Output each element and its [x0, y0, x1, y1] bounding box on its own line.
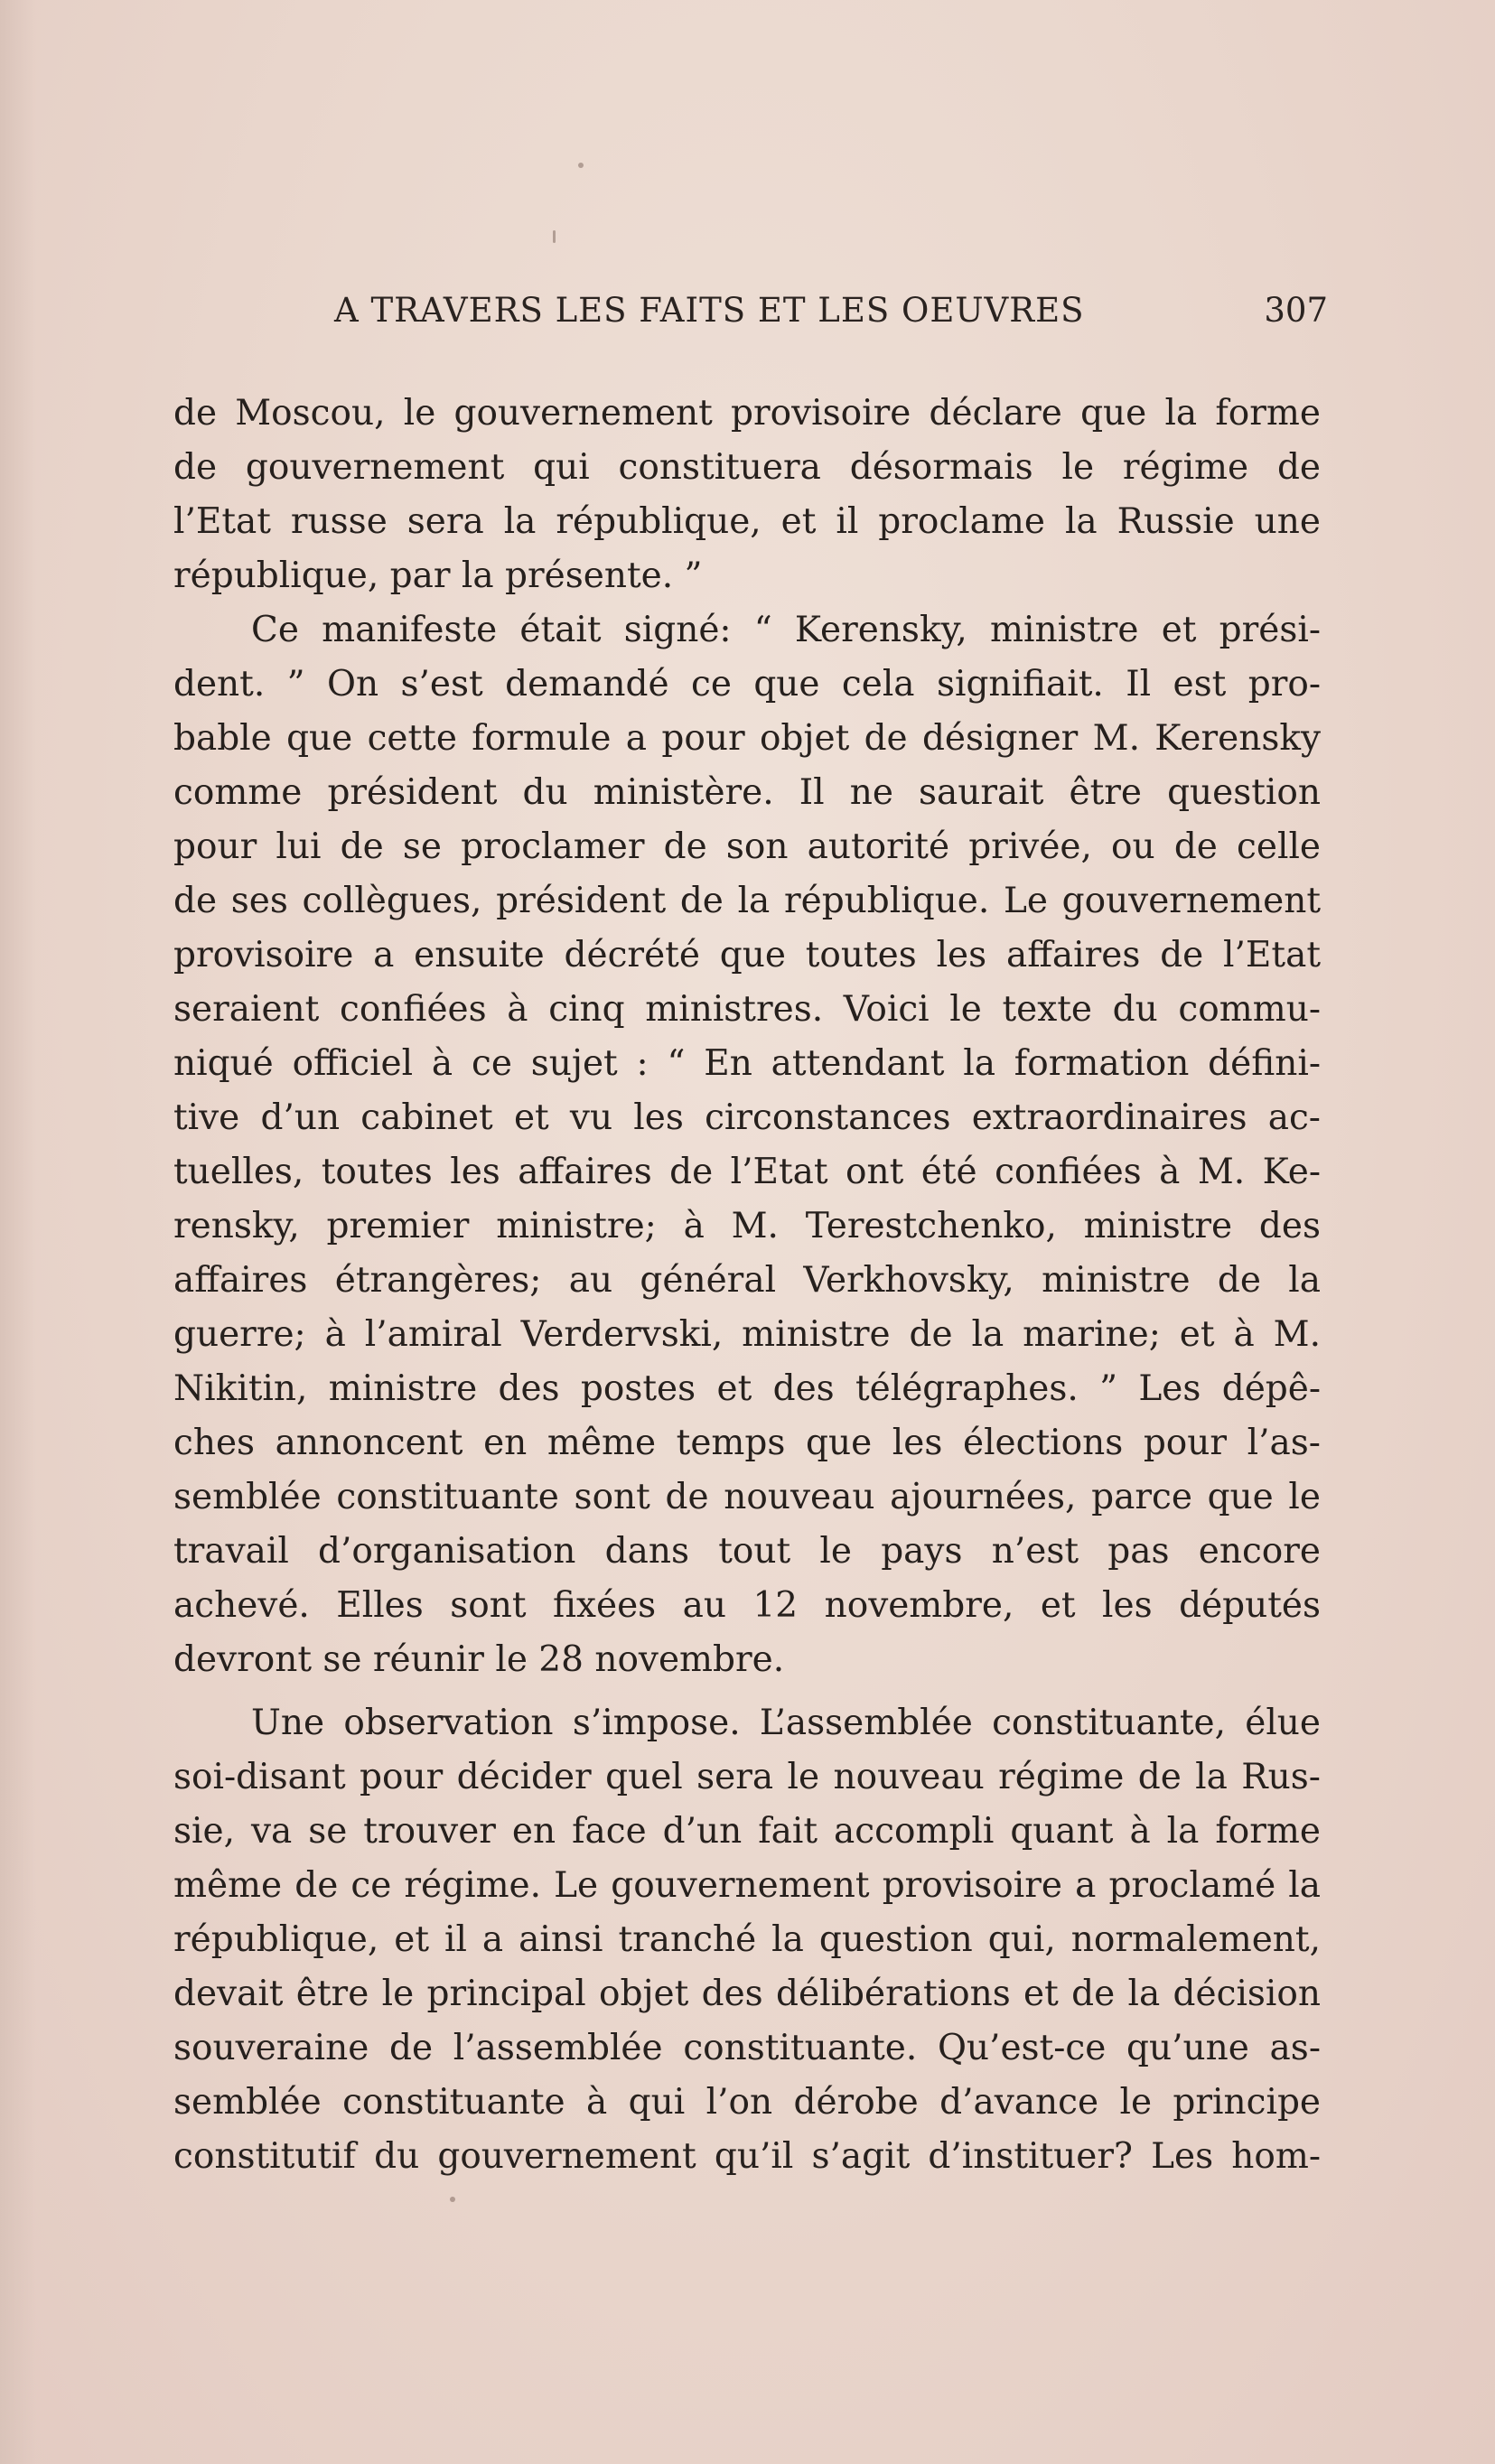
text-line: comme président du ministère. Il ne saurait être question	[173, 772, 1321, 813]
text-line: dent. ” On s’est demandé ce que cela signifiait. Il est pro-	[173, 664, 1321, 705]
text-line: provisoire a ensuite décrété que toutes les affaires de l’Etat	[173, 935, 1321, 975]
paper-speck	[553, 230, 556, 243]
text-line: semblée constituante à qui l’on dérobe d’avance le principe	[173, 2082, 1321, 2123]
text-line: semblée constituante sont de nouveau ajournées, parce que le	[173, 1477, 1321, 1517]
text-line: de Moscou, le gouvernement provisoire déclare que la forme	[173, 393, 1321, 434]
text-line: république, par la présente. ”	[173, 555, 703, 596]
text-line: sie, va se trouver en face d’un fait accompli quant à la forme	[173, 1811, 1321, 1852]
text-line: de gouvernement qui constituera désormais le régime de	[173, 447, 1321, 488]
text-line: guerre; à l’amiral Verdervski, ministre de la marine; et à M.	[173, 1314, 1321, 1355]
page-edge-shadow	[0, 0, 36, 2464]
text-line: affaires étrangères; au général Verkhovsky, ministre de la	[173, 1260, 1321, 1301]
text-line: devait être le principal objet des délibérations et de la décision	[173, 1974, 1321, 2014]
paper-speck	[450, 2197, 455, 2202]
paragraph-gap	[173, 1687, 1321, 1696]
text-line: pour lui de se proclamer de son autorité privée, ou de celle	[173, 826, 1321, 867]
body-text	[173, 387, 1321, 2184]
text-line: de ses collègues, président de la république. Le gouvernement	[173, 881, 1321, 921]
text-line: l’Etat russe sera la république, et il proclame la Russie une	[173, 501, 1321, 542]
running-title: A TRAVERS LES FAITS ET LES OEUVRES	[334, 291, 1085, 330]
text-line: constitutif du gouvernement qu’il s’agit d’instituer? Les hom-	[173, 2136, 1321, 2177]
text-line: Ce manifeste était signé: “ Kerensky, ministre et prési-	[251, 610, 1321, 650]
text-line: même de ce régime. Le gouvernement provisoire a proclamé la	[173, 1865, 1321, 1906]
text-line: ches annoncent en même temps que les élections pour l’as-	[173, 1423, 1321, 1463]
text-line: devront se réunir le 28 novembre.	[173, 1639, 785, 1680]
text-line: souveraine de l’assemblée constituante. Qu’est-ce qu’une as-	[173, 2028, 1321, 2068]
text-line: Une observation s’impose. L’assemblée constituante, élue	[251, 1703, 1321, 1743]
text-line: tive d’un cabinet et vu les circonstances extraordinaires ac-	[173, 1097, 1321, 1138]
text-line: travail d’organisation dans tout le pays n’est pas encore	[173, 1531, 1321, 1572]
text-line: bable que cette formule a pour objet de désigner M. Kerensky	[173, 718, 1321, 759]
text-line: soi-disant pour décider quel sera le nouveau régime de la Rus-	[173, 1757, 1321, 1797]
text-line: niqué officiel à ce sujet : “ En attendant la formation défini-	[173, 1043, 1321, 1084]
text-line: rensky, premier ministre; à M. Terestchenko, ministre des	[173, 1206, 1321, 1246]
text-line: achevé. Elles sont fixées au 12 novembre, et les députés	[173, 1585, 1321, 1626]
paper-speck	[578, 163, 584, 168]
text-line: république, et il a ainsi tranché la question qui, normalement,	[173, 1919, 1321, 1960]
text-line: tuelles, toutes les affaires de l’Etat ont été confiées à M. Ke-	[173, 1152, 1321, 1192]
running-head	[334, 291, 1328, 336]
text-line: Nikitin, ministre des postes et des télégraphes. ” Les dépê-	[173, 1368, 1321, 1409]
text-line: seraient confiées à cinq ministres. Voici le texte du commu-	[173, 989, 1321, 1030]
page-number: 307	[1264, 291, 1328, 330]
